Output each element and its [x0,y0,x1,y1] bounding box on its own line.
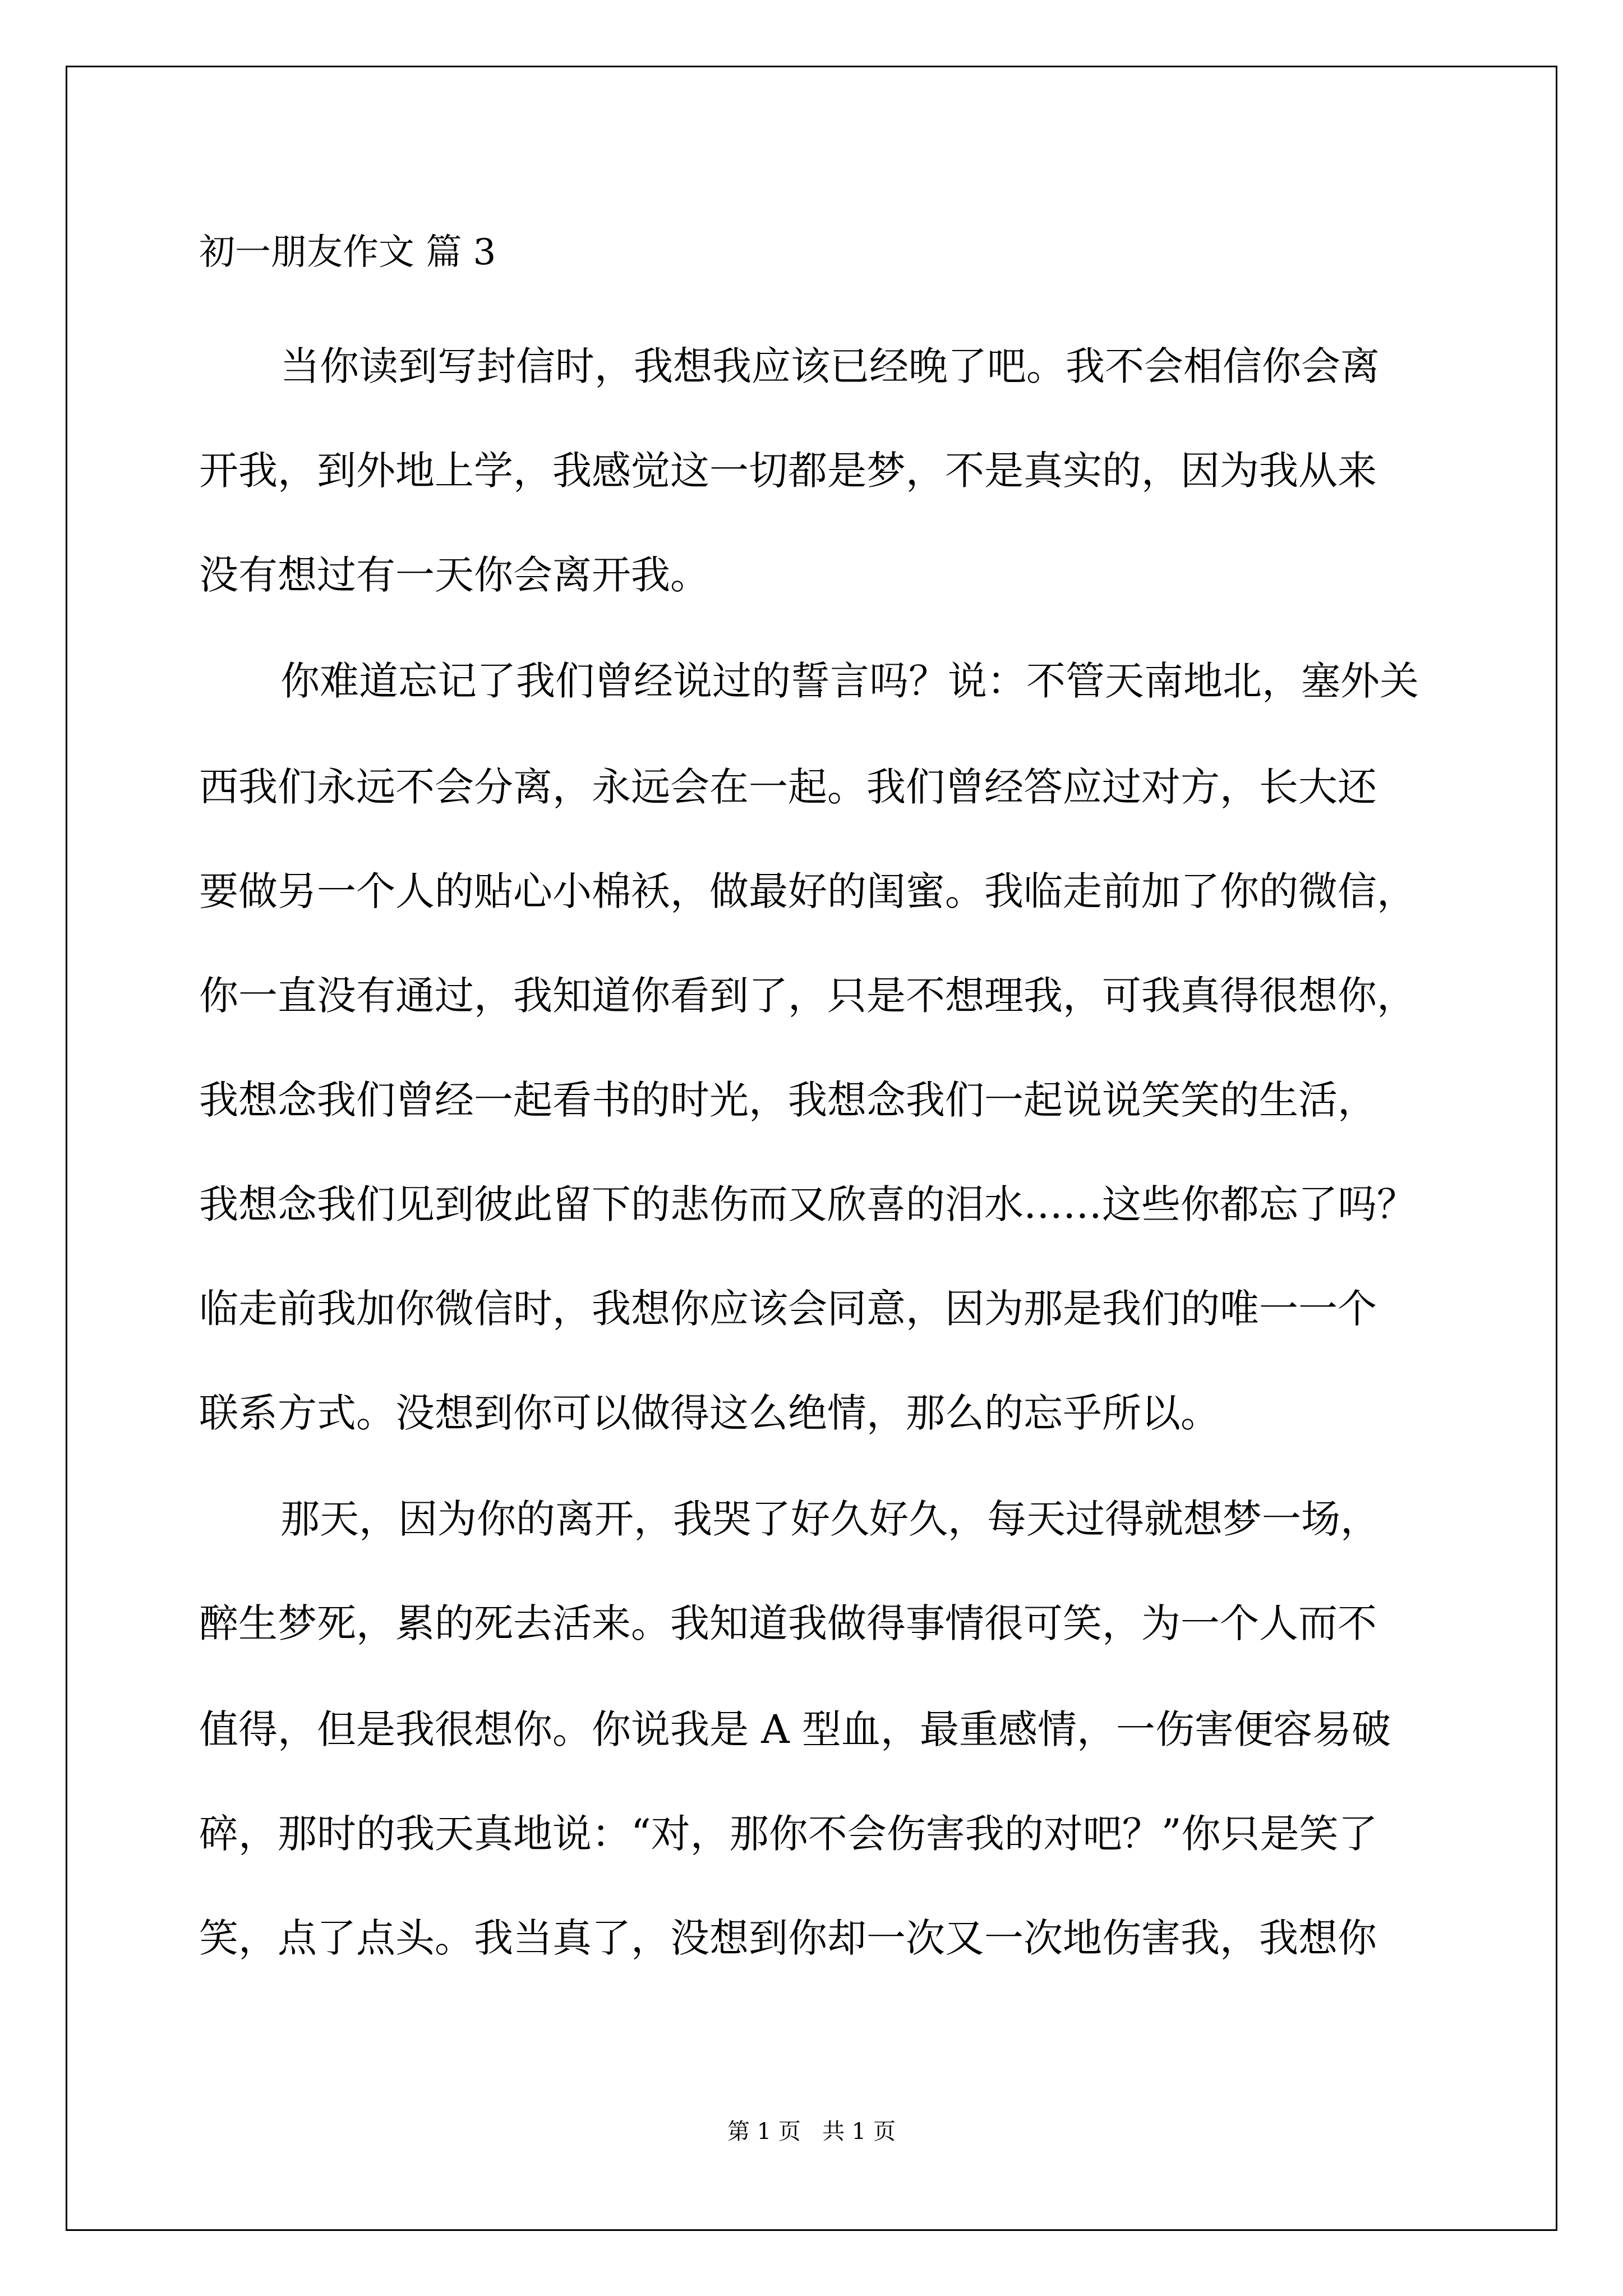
text-line: 临走前我加你微信时，我想你应该会同意，因为那是我们的唯一一个 [199,1286,1377,1332]
text-line: 西我们永远不会分离，永远会在一起。我们曾经答应过对方，长大还 [199,764,1377,810]
text-line: 碎，那时的我天真地说：“对，那你不会伤害我的对吧？”你只是笑了 [199,1811,1378,1857]
text-line: 你难道忘记了我们曾经说过的誓言吗？说：不管天南地北，塞外关 [280,658,1419,704]
text-line: 值得，但是我很想你。你说我是 A 型血，最重感情，一伤害便容易破 [199,1706,1391,1752]
text-line: 我想念我们曾经一起看书的时光，我想念我们一起说说笑笑的生活， [199,1077,1377,1123]
text-line: 开我，到外地上学，我感觉这一切都是梦，不是真实的，因为我从来 [199,448,1377,494]
text-line: 笑，点了点头。我当真了，没想到你却一次又一次地伤害我，我想你 [199,1915,1377,1961]
page-number-footer: 第 1 页 共 1 页 [727,2119,896,2145]
text-line: 没有想过有一天你会离开我。 [199,552,709,598]
text-line: 醉生梦死，累的死去活来。我知道我做得事情很可笑，为一个人而不 [199,1600,1377,1646]
text-line: 当你读到写封信时，我想我应该已经晚了吧。我不会相信你会离 [280,343,1380,389]
document-title: 初一朋友作文 篇 3 [199,232,496,273]
text-line: 要做另一个人的贴心小棉袄，做最好的闺蜜。我临走前加了你的微信， [199,868,1416,914]
text-line: 我想念我们见到彼此留下的悲伤而又欣喜的泪水……这些你都忘了吗？ [199,1181,1416,1227]
text-line: 那天，因为你的离开，我哭了好久好久，每天过得就想梦一场， [280,1496,1380,1542]
text-line: 你一直没有通过，我知道你看到了，只是不想理我，可我真得很想你， [199,973,1416,1019]
text-line: 联系方式。没想到你可以做得这么绝情，那么的忘乎所以。 [199,1390,1220,1436]
